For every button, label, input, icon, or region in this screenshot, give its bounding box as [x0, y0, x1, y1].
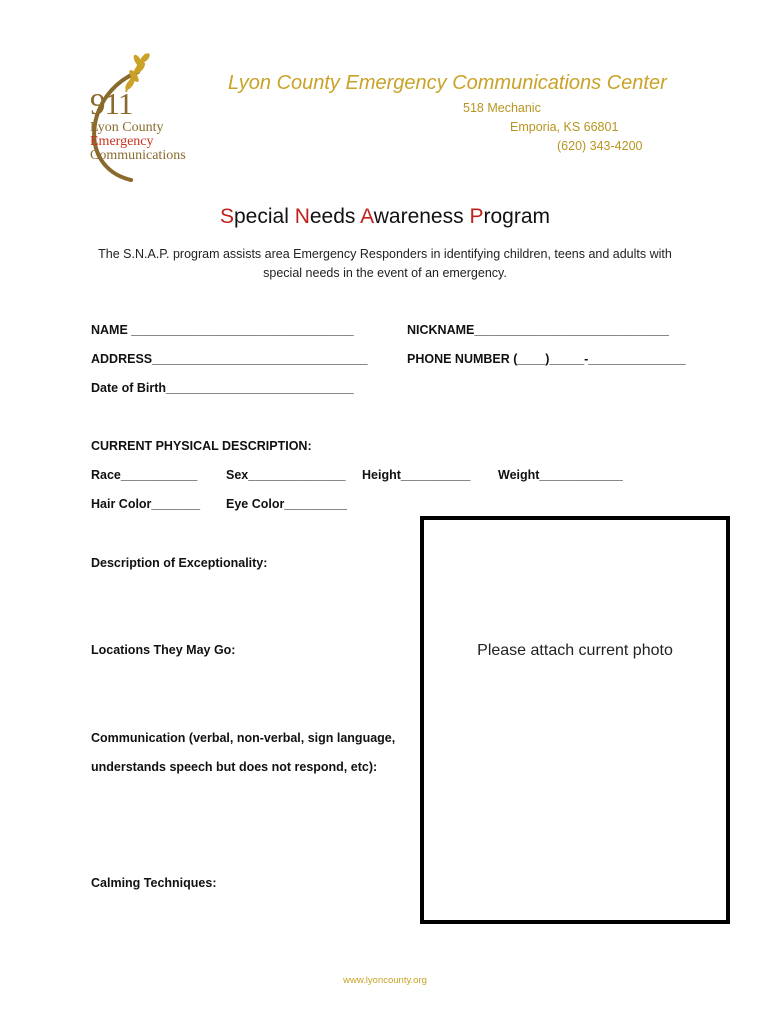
dob-field[interactable]: Date of Birth___________________________ [91, 381, 354, 395]
eye-color-field[interactable]: Eye Color_________ [226, 497, 347, 511]
logo-line-3: Communications [90, 148, 186, 163]
org-name: Lyon County Emergency Communications Center [228, 72, 667, 94]
calming-label: Calming Techniques: [91, 876, 217, 890]
program-intro: The S.N.A.P. program assists area Emergency Responders in identifying children, teens and adults with special needs in the event of an emergency. [98, 247, 672, 280]
program-title: Special Needs Awareness Program [219, 205, 550, 228]
logo-line-2: Emergency [90, 134, 154, 149]
sex-field[interactable]: Sex______________ [226, 468, 346, 482]
nickname-field[interactable]: NICKNAME____________________________ [407, 323, 670, 337]
locations-label: Locations They May Go: [91, 643, 236, 657]
exceptionality-label: Description of Exceptionality: [91, 556, 268, 570]
photo-instruction: Please attach current photo [477, 642, 673, 659]
hair-color-field[interactable]: Hair Color_______ [91, 497, 201, 511]
logo-line-1: Lyon County [90, 120, 164, 135]
name-field[interactable]: NAME ________________________________ [91, 323, 354, 337]
phone-field[interactable]: PHONE NUMBER (____)_____-______________ [407, 352, 686, 366]
photo-attachment-box[interactable] [420, 516, 730, 924]
physical-heading: CURRENT PHYSICAL DESCRIPTION: [91, 439, 312, 453]
height-field[interactable]: Height__________ [362, 468, 471, 482]
weight-field[interactable]: Weight____________ [498, 468, 623, 482]
communication-label: Communication (verbal, non-verbal, sign language, [91, 731, 396, 745]
address-phone: (620) 343-4200 [557, 139, 643, 153]
logo-number: 911 [90, 86, 133, 121]
communication-label-cont: understands speech but does not respond, etc): [91, 760, 378, 774]
address-field[interactable]: ADDRESS_______________________________ [91, 352, 368, 366]
address-city: Emporia, KS 66801 [510, 120, 619, 134]
race-field[interactable]: Race___________ [91, 468, 198, 482]
footer-url[interactable]: www.lyoncounty.org [343, 975, 427, 986]
address-street: 518 Mechanic [463, 101, 541, 115]
